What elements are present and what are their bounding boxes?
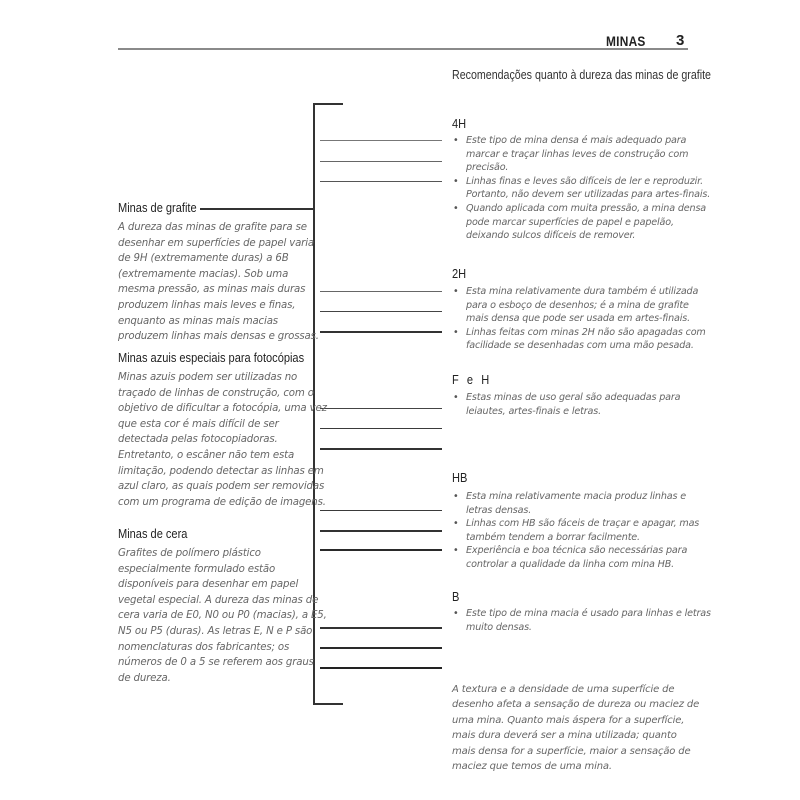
sidebar-text-graphite: A dureza das minas de grafite para se desenhar em superfícies de papel varia de 9H (extremamente duras) a 6B (extremamente macias). Sob uma mesma pressão, as minas mais duras produzem linhas mais leves e finas, enquanto as minas mais macias produzem linhas mais densas e grossas. <box>118 222 319 343</box>
sample-line-4h-3 <box>320 181 442 182</box>
grade-label-f-h: F e H <box>452 372 492 387</box>
grade-label-hb: HB <box>452 470 468 485</box>
list-item: • Linhas com HB são fáceis de traçar e apagar, mas também tendem a borrar facilmente. <box>453 518 700 543</box>
sample-line-hb-2 <box>320 530 442 532</box>
bullet-icon: • <box>453 392 459 403</box>
grade-label-2h: 2H <box>452 266 467 281</box>
bullet-icon: • <box>453 326 459 338</box>
sample-line-hb-1 <box>320 510 442 511</box>
grade-label-b: B <box>452 589 460 604</box>
sample-line-fh-2 <box>320 428 442 429</box>
sample-line-b-1 <box>320 627 442 629</box>
grade-bullets-b <box>452 607 712 634</box>
sidebar-heading-wax-leads: Minas de cera <box>118 526 188 541</box>
list-item: • Estas minas de uso geral são adequadas para leiautes, artes-finais e letras. <box>453 392 681 417</box>
surface-texture-note: A textura e a densidade de uma superfície de desenho afeta a sensação de dureza ou maciez de uma mina. Quanto mais áspera for a superfície, mais dura deverá ser a mina utilizada; quanto mais densa for a superfície, maior a sensação de maciez que temos de uma mina. <box>452 684 700 773</box>
sample-line-2h-2 <box>320 311 442 312</box>
sample-line-2h-1 <box>320 291 442 292</box>
bullet-icon: • <box>453 135 459 146</box>
page-subtitle: Recomendações quanto à dureza das minas de grafite <box>452 67 711 82</box>
sample-line-fh-1 <box>320 408 442 409</box>
bullet-icon: • <box>453 202 459 214</box>
list-item: • Linhas feitas com minas 2H não são apagadas com facilidade se desenhadas com uma mão pesada. <box>453 326 706 352</box>
sample-line-2h-3 <box>320 331 442 333</box>
sidebar-text-blue-leads: Minas azuis podem ser utilizadas no traçado de linhas de construção, com o objetivo de dificultar a fotocópia, uma vez que esta cor é mais difícil de ser detectada pelas fotocopiadoras. Entretanto, o escâner não tem esta limitação, podendo detectar as linhas em azul claro, as quais podem ser removidas com um programa de edição de imagens. <box>118 372 327 508</box>
sample-line-fh-3 <box>320 448 442 450</box>
bullet-icon: • <box>453 518 459 530</box>
list-item: • Linhas finas e leves são difíceis de ler e reproduzir. Portanto, não devem ser utilizadas para artes-finais. <box>453 175 711 201</box>
bullet-icon: • <box>453 286 459 297</box>
list-item: • Este tipo de mina densa é mais adequado para marcar e traçar linhas leves de construção com precisão. <box>453 135 689 174</box>
sample-line-b-3 <box>320 667 442 669</box>
list-item: • Esta mina relativamente macia produz linhas e letras densas. <box>453 491 687 516</box>
sidebar-heading-blue-leads: Minas azuis especiais para fotocópias <box>118 350 305 365</box>
grade-bullets-2h <box>452 285 712 353</box>
bullet-icon: • <box>453 545 459 557</box>
bracket-bottom-tick <box>313 703 343 705</box>
grade-bullets-4h <box>452 134 712 243</box>
page-number: 3 <box>676 32 685 49</box>
sample-line-hb-3 <box>320 549 442 551</box>
running-head: MINAS <box>606 33 646 49</box>
bracket-top-tick <box>313 103 343 105</box>
grade-bullets-hb <box>452 490 712 572</box>
bullet-icon: • <box>453 175 459 187</box>
grade-label-4h: 4H <box>452 116 467 131</box>
sidebar-text-wax-leads: Grafites de polímero plástico especialmente formulado estão disponíveis para desenhar em papel vegetal especial. A dureza das minas de cera varia de E0, N0 ou P0 (macias), a E5, N5 ou P5 (duras). As letras E, N e P são nomenclaturas dos fabricantes; os números de 0 a 5 se referem aos graus de dureza. <box>118 548 327 684</box>
header-rule <box>118 48 688 50</box>
list-item: • Experiência e boa técnica são necessárias para controlar a qualidade da linha com mina HB. <box>453 545 688 570</box>
list-item: • Este tipo de mina macia é usado para linhas e letras muito densas. <box>453 608 711 633</box>
sample-line-4h-2 <box>320 161 442 162</box>
list-item: • Esta mina relativamente dura também é utilizada para o esboço de desenhos; é a mina de grafite mais densa que pode ser usada em artes-finais. <box>453 286 699 325</box>
bullet-icon: • <box>453 608 459 619</box>
bracket-connector-line <box>200 208 313 210</box>
list-item: • Quando aplicada com muita pressão, a mina densa pode marcar superfícies de papel e papelão, deixando sulcos difíceis de remover. <box>453 202 707 242</box>
sample-line-4h-1 <box>320 140 442 141</box>
sample-line-b-2 <box>320 647 442 649</box>
grade-bullets-f-h <box>452 391 712 418</box>
sidebar-heading-graphite: Minas de grafite <box>118 200 197 215</box>
bullet-icon: • <box>453 491 459 502</box>
